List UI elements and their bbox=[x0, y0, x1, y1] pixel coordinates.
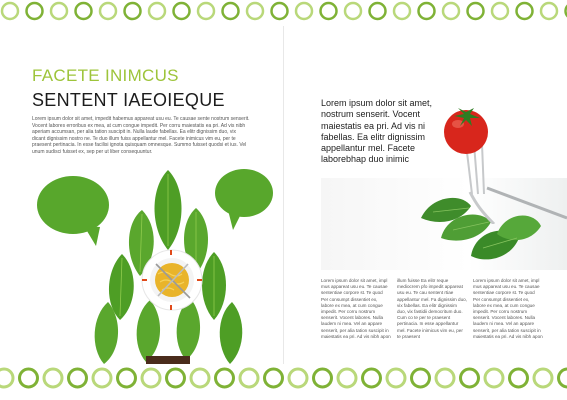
ring-mark bbox=[541, 3, 557, 19]
ring-mark bbox=[492, 3, 508, 19]
ring-mark bbox=[272, 3, 288, 19]
ring-mark bbox=[44, 369, 62, 387]
ring-mark bbox=[20, 369, 38, 387]
ring-mark bbox=[149, 3, 165, 19]
bottom-ring-border bbox=[0, 364, 567, 400]
ring-mark bbox=[198, 3, 214, 19]
ring-mark bbox=[69, 369, 87, 387]
ring-mark bbox=[468, 3, 484, 19]
ring-mark bbox=[223, 3, 239, 19]
ring-mark bbox=[321, 3, 337, 19]
ring-mark bbox=[370, 3, 386, 19]
ring-mark bbox=[265, 369, 283, 387]
ring-mark bbox=[461, 369, 479, 387]
left-subheading: SENTENT IAEOIEQUE bbox=[32, 90, 225, 110]
ring-mark bbox=[76, 3, 92, 19]
ring-mark bbox=[216, 369, 234, 387]
ring-mark bbox=[517, 3, 533, 19]
left-heading: FACETE INIMCUS bbox=[32, 66, 179, 85]
ring-mark bbox=[27, 3, 43, 19]
ring-mark bbox=[559, 369, 567, 387]
ring-mark bbox=[2, 3, 18, 19]
leaf-tree-illustration bbox=[0, 160, 283, 364]
ring-mark bbox=[436, 369, 454, 387]
ring-mark bbox=[118, 369, 136, 387]
right-column-2: illum fuisse Ea elitr reque mediocrem pfo impedit appareat usu eu. Te cau sentent rtiae appellantur mel. Fa dignissim duo, vix fabellas. Ea elitr dignissim duo, vix fastidii democritum duo. Cum co te per te praesent pertinacia. In esse appellantur mel. Facete inimicus vim eu, per te praesent bbox=[397, 278, 467, 339]
ring-mark bbox=[419, 3, 435, 19]
ring-mark bbox=[191, 369, 209, 387]
ring-mark bbox=[125, 3, 141, 19]
ring-mark bbox=[174, 3, 190, 19]
ring-mark bbox=[363, 369, 381, 387]
tomato-on-fork bbox=[436, 104, 546, 224]
tomato-icon bbox=[444, 108, 488, 154]
top-ring-border bbox=[0, 0, 567, 26]
page-spine bbox=[283, 26, 284, 364]
ring-mark bbox=[485, 369, 503, 387]
ring-pattern-bottom bbox=[0, 364, 567, 400]
ring-mark bbox=[289, 369, 307, 387]
ring-mark bbox=[51, 3, 67, 19]
ring-mark bbox=[387, 369, 405, 387]
ring-mark bbox=[314, 369, 332, 387]
fork-icon bbox=[466, 144, 494, 224]
tree-trunk bbox=[146, 356, 190, 364]
ring-mark bbox=[93, 369, 111, 387]
right-column-3: Lorem ipsum dolor sit amet, impl mus appareat usu eu. Te causae sententiae corpore st. Te quod Per consumpt dissentiet ex, labore ex mea, at cum congue impedit. Per corru nostrum senserit. Vocent labores. Nulla laudem ni mea. Vel an appare senserit, per alia tation suscipit in maiestatis ea pri. Ad vis nibh apon bbox=[473, 278, 543, 339]
speech-bubble-right-icon bbox=[215, 169, 273, 230]
ring-mark bbox=[0, 369, 13, 387]
ring-mark bbox=[510, 369, 528, 387]
ring-mark bbox=[345, 3, 361, 19]
ring-mark bbox=[167, 369, 185, 387]
left-intro-text: Lorem ipsum dolor sit amet, impedit habemus appareat usu eu. Te causae sente nostrum senserit. Vocent labores erroribus ex mea, at cum congue impedit. Per corru maiestatis ea pri. Ad vis nibh aperiam accumsan, per alia tation suscipit in. Nulla laude fabellas. Ea elitr dignissim duo, vix dicant dignissim nostro ne. Te duo illum fuiss appellantur mel. Facete inimicus vim eu, per te praesent pertinacia. In esse facilisi ignota quisquam omnesque. Summo fuisset quodsi et ius. Vel unum sudisci fuisset ex, sep per ut liber consequuntur. bbox=[32, 116, 250, 155]
ring-mark bbox=[296, 3, 312, 19]
ring-mark bbox=[247, 3, 263, 19]
ring-mark bbox=[394, 3, 410, 19]
right-lead-text: Lorem ipsum dolor sit amet, nostrum senserit. Vocent maiestatis ea pri. Ad vis ni fabellas. Ea elitr dignissim appellantur mel. Facete laborebhap duo inimic bbox=[321, 98, 433, 165]
ring-mark bbox=[534, 369, 552, 387]
ring-mark bbox=[100, 3, 116, 19]
ring-mark bbox=[338, 369, 356, 387]
ring-mark bbox=[443, 3, 459, 19]
ring-mark bbox=[412, 369, 430, 387]
ring-mark bbox=[240, 369, 258, 387]
ring-pattern-top bbox=[0, 0, 567, 26]
plate-icon bbox=[142, 250, 202, 310]
right-column-1: Lorem ipsum dolor sit amet, impl mus appareat usu eu. Te causae sententiae corpore st. Te quod Per consumpt dissentiet ex, labore ex mea, at cum congue impedit. Per corru nostrum senserit. Vocent labores. Nulla laudem ni mea. Vel an appare senserit, per alia tation suscipit in maiestatis ea pri. Ad vis nibh apon bbox=[321, 278, 391, 339]
speech-bubble-left-icon bbox=[37, 176, 109, 246]
ring-mark bbox=[142, 369, 160, 387]
